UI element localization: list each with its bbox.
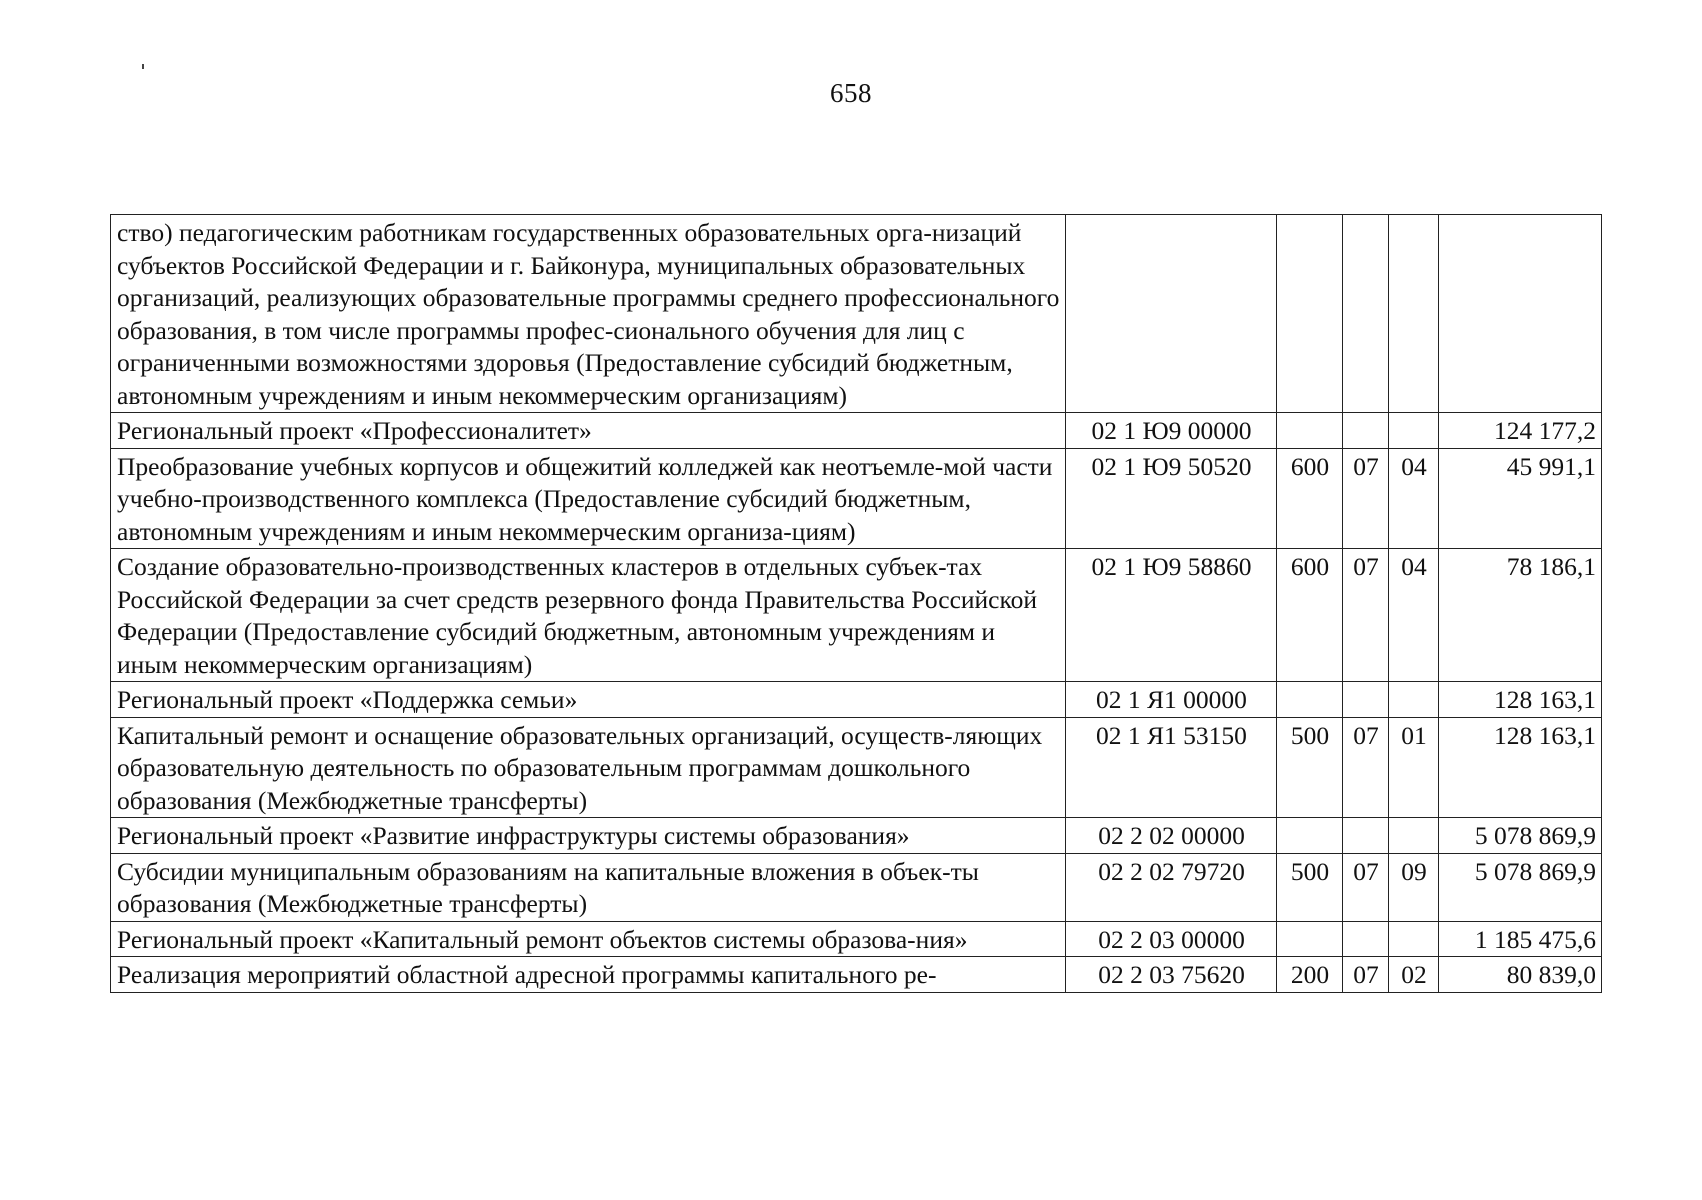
row-description: Реализация мероприятий областной адресной программы капитального ре- (111, 957, 1066, 993)
row-amount: 1 185 475,6 (1439, 921, 1602, 957)
row-subsection (1389, 921, 1439, 957)
row-section (1343, 682, 1389, 718)
table-row (111, 549, 1602, 682)
row-section: 07 (1343, 957, 1389, 993)
row-expense-type (1277, 818, 1343, 854)
row-description: Преобразование учебных корпусов и общежитий колледжей как неотъемле-мой части учебно-производственного комплекса (Предоставление субсидий бюджетным, автономным учреждениям и иным некоммерческим организа-циям) (111, 448, 1066, 549)
row-target-code: 02 2 02 00000 (1066, 818, 1277, 854)
row-description: Региональный проект «Профессионалитет» (111, 413, 1066, 449)
row-description: Субсидии муниципальным образованиям на капитальные вложения в объек-ты образования (Межбюджетные трансферты) (111, 853, 1066, 921)
row-amount: 5 078 869,9 (1439, 818, 1602, 854)
row-expense-type (1277, 215, 1343, 413)
row-section: 07 (1343, 853, 1389, 921)
row-expense-type: 600 (1277, 549, 1343, 682)
row-target-code: 02 1 Я1 00000 (1066, 682, 1277, 718)
row-amount: 128 163,1 (1439, 717, 1602, 818)
row-subsection: 04 (1389, 448, 1439, 549)
row-target-code: 02 1 Ю9 50520 (1066, 448, 1277, 549)
row-amount: 128 163,1 (1439, 682, 1602, 718)
row-description: ство) педагогическим работникам государственных образовательных орга-низаций субъектов Российской Федерации и г. Байконура, муниципальных образовательных организаций, реализующих образовательные программы среднего профессионального образования, в том числе программы профес-сионального обучения для лиц с ограниченными возможностями здоровья (Предоставление субсидий бюджетным, автономным учреждениям и иным некоммерческим организациям) (111, 215, 1066, 413)
table-row (111, 921, 1602, 957)
table-row (111, 957, 1602, 993)
row-expense-type (1277, 413, 1343, 449)
row-expense-type: 600 (1277, 448, 1343, 549)
scan-speck (142, 64, 144, 69)
row-target-code: 02 1 Я1 53150 (1066, 717, 1277, 818)
row-expense-type (1277, 682, 1343, 718)
row-section (1343, 215, 1389, 413)
row-subsection (1389, 413, 1439, 449)
row-amount: 78 186,1 (1439, 549, 1602, 682)
row-subsection (1389, 682, 1439, 718)
table-row (111, 413, 1602, 449)
table-row (111, 818, 1602, 854)
row-description: Региональный проект «Капитальный ремонт объектов системы образова-ния» (111, 921, 1066, 957)
table-row (111, 853, 1602, 921)
row-section (1343, 818, 1389, 854)
row-expense-type (1277, 921, 1343, 957)
row-subsection: 09 (1389, 853, 1439, 921)
row-subsection (1389, 215, 1439, 413)
row-target-code (1066, 215, 1277, 413)
row-amount (1439, 215, 1602, 413)
row-subsection (1389, 818, 1439, 854)
row-description: Региональный проект «Поддержка семьи» (111, 682, 1066, 718)
row-expense-type: 500 (1277, 853, 1343, 921)
row-description: Создание образовательно-производственных кластеров в отдельных субъек-тах Российской Федерации за счет средств резервного фонда Правительства Российской Федерации (Предоставление субсидий бюджетным, автономным учреждениям и иным некоммерческим организациям) (111, 549, 1066, 682)
row-amount: 5 078 869,9 (1439, 853, 1602, 921)
budget-table-body (111, 215, 1602, 993)
budget-table (110, 214, 1602, 993)
row-subsection: 02 (1389, 957, 1439, 993)
table-row (111, 717, 1602, 818)
page-number: 658 (830, 78, 872, 108)
row-description: Региональный проект «Развитие инфраструктуры системы образования» (111, 818, 1066, 854)
row-section: 07 (1343, 448, 1389, 549)
row-section (1343, 413, 1389, 449)
row-target-code: 02 1 Ю9 58860 (1066, 549, 1277, 682)
row-section: 07 (1343, 717, 1389, 818)
row-target-code: 02 1 Ю9 00000 (1066, 413, 1277, 449)
row-target-code: 02 2 03 75620 (1066, 957, 1277, 993)
row-expense-type: 200 (1277, 957, 1343, 993)
row-amount: 80 839,0 (1439, 957, 1602, 993)
row-amount: 124 177,2 (1439, 413, 1602, 449)
row-subsection: 01 (1389, 717, 1439, 818)
table-row (111, 682, 1602, 718)
row-section (1343, 921, 1389, 957)
row-target-code: 02 2 02 79720 (1066, 853, 1277, 921)
row-subsection: 04 (1389, 549, 1439, 682)
row-target-code: 02 2 03 00000 (1066, 921, 1277, 957)
row-description: Капитальный ремонт и оснащение образовательных организаций, осуществ-ляющих образовательную деятельность по образовательным программам дошкольного образования (Межбюджетные трансферты) (111, 717, 1066, 818)
row-amount: 45 991,1 (1439, 448, 1602, 549)
table-row (111, 448, 1602, 549)
row-section: 07 (1343, 549, 1389, 682)
row-expense-type: 500 (1277, 717, 1343, 818)
table-row (111, 215, 1602, 413)
